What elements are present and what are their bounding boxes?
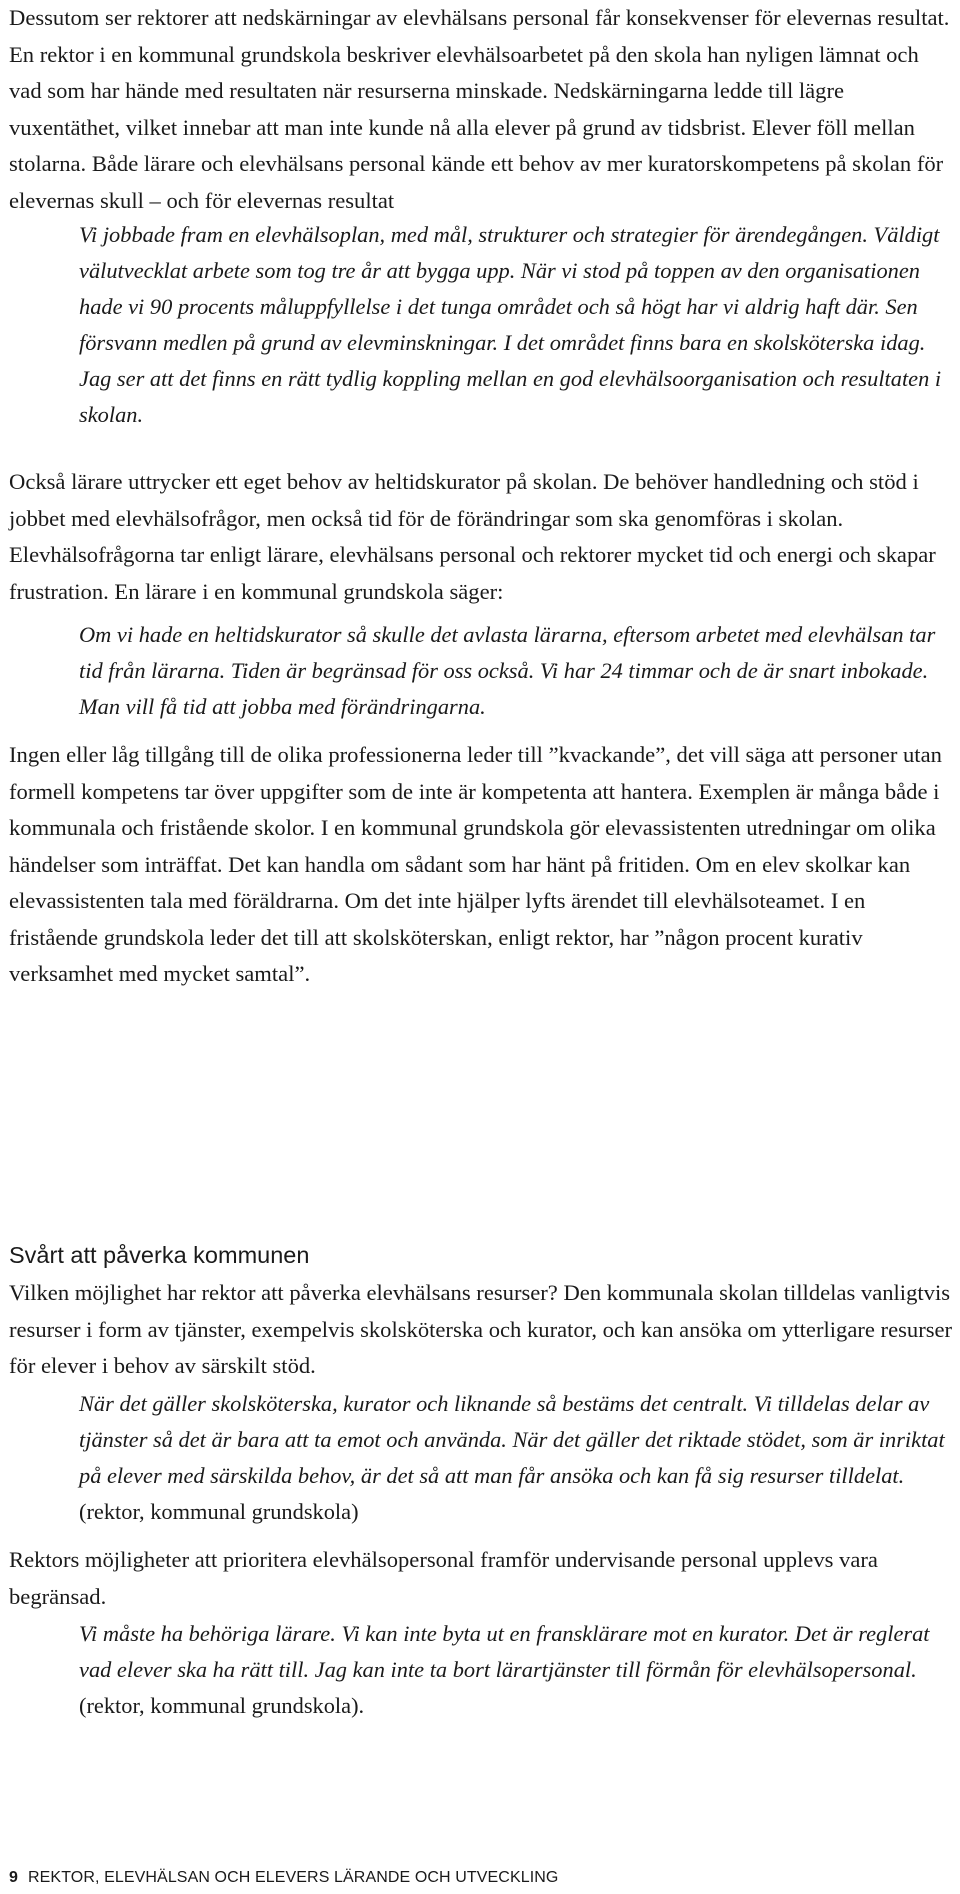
quote-text: Vi jobbade fram en elevhälsoplan, med mål, strukturer och strategier för ärendegången. Väldigt välutvecklat arbete som tog tre år att bygga upp. När vi stod på toppen av den organisationen hade vi 90 procents måluppfyllelse i det tunga området och så högt har vi aldrig haft där. Sen försvann medlen på grund av elevminskningar. I det området finns bara en skolsköterska idag. Jag ser att det finns en rätt tydlig koppling mellan en god elevhälsoorganisation och resultaten i skolan. [79, 222, 942, 427]
quote-text: Om vi hade en heltidskurator så skulle det avlasta lärarna, eftersom arbetet med elevhälsan tar tid från lärarna. Tiden är begränsad för oss också. Vi har 24 timmar och de är snart inbokade. Man vill få tid att jobba med förändringarna. [79, 622, 936, 719]
paragraph-kvackande: Ingen eller låg tillgång till de olika professionerna leder till ”kvackande”, det vill säga att personer utan formell kompetens tar över uppgifter som de inte är kompetenta att hantera. Exemplen är många både i kommunala och fristående skolor. I en kommunal grundskola gör elevassistenten utredningar om olika händelser som inträffat. Det kan handla om sådant som har hänt på fritiden. Om en elev skolkar kan elevassistenten tala med föräldrarna. Om det inte hjälper lyfts ärendet till elevhälsoteamet. I en fristående grundskola leder det till att skolsköterskan, enligt rektor, har ”någon procent kurativ verksamhet med mycket samtal”. [9, 742, 942, 986]
section-heading: Svårt att påverka kommunen [9, 1242, 310, 1268]
quote-source: (rektor, kommunal grundskola). [79, 1693, 365, 1718]
paragraph-intro: Dessutom ser rektorer att nedskärningar av elevhälsans personal får konsekvenser för elevernas resultat. En rektor i en kommunal grundskola beskriver elevhälsoarbetet på den skola han nyligen lämnat och vad som har hände med resultaten när resurserna minskade. Nedskärningarna ledde till lägre vuxentäthet, vilket innebar att man inte kunde nå alla elever på grund av tidsbrist. Elever föll mellan stolarna. Både lärare och elevhälsans personal kände ett behov av mer kuratorskompetens på skolan för elevernas skull – och för elevernas resultat [9, 5, 950, 213]
quote-text: När det gäller skolsköterska, kurator och liknande så bestäms det centralt. Vi tilldelas delar av tjänster så det är bara att ta emot och använda. När det gäller det riktade stödet, som är inriktat på elever med särskilda behov, är det så att man får ansöka och kan få sig resurser tilldelat. [79, 1391, 945, 1488]
page-number: 9 [9, 1869, 18, 1886]
blockquote-centralt [79, 1386, 949, 1530]
paragraph-larare-behov: Också lärare uttrycker ett eget behov av heltidskurator på skolan. De behöver handledning och stöd i jobbet med elevhälsofrågor, men också tid för de förändringar som ska genomföras i skolan. Elevhälsofrågorna tar enligt lärare, elevhälsans personal och rektorer mycket tid och energi och skapar frustration. En lärare i en kommunal grundskola säger: [9, 469, 936, 604]
blockquote-elevhalsoplan [79, 217, 949, 433]
footer-title: REKTOR, ELEVHÄLSAN OCH ELEVERS LÄRANDE OCH UTVECKLING [28, 1869, 559, 1886]
blockquote-heltidskurator [79, 617, 949, 725]
paragraph-prioritera: Rektors möjligheter att prioritera elevhälsopersonal framför undervisande personal upplevs vara begränsad. [9, 1547, 878, 1609]
quote-source: (rektor, kommunal grundskola) [79, 1499, 359, 1524]
blockquote-behoriga-larare [79, 1616, 949, 1724]
paragraph-resurser: Vilken möjlighet har rektor att påverka elevhälsans resurser? Den kommunala skolan tilldelas vanligtvis resurser i form av tjänster, exempelvis skolsköterska och kurator, och kan ansöka om ytterligare resurser för elever i behov av särskilt stöd. [9, 1280, 953, 1378]
quote-text: Vi måste ha behöriga lärare. Vi kan inte byta ut en fransklärare mot en kurator. Det är reglerat vad elever ska ha rätt till. Jag kan inte ta bort lärartjänster till förmån för elevhälsopersonal. [79, 1621, 930, 1682]
page-footer [9, 1868, 558, 1888]
